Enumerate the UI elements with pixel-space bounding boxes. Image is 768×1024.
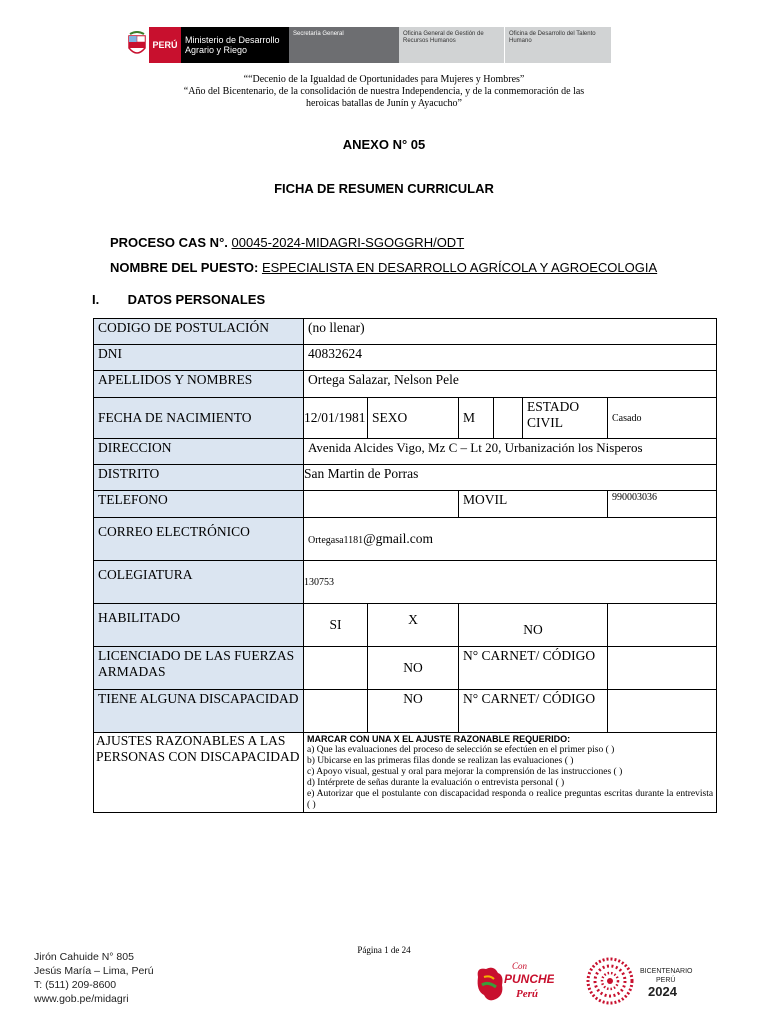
conpunche-punche: PUNCHE <box>504 972 554 986</box>
oficina-rh-label: Oficina General de Gestión de Recursos Humanos <box>399 27 505 63</box>
licenciado-label: LICENCIADO DE LAS FUERZAS ARMADAS <box>94 647 304 690</box>
puesto-line <box>110 260 657 275</box>
sexo-value[interactable]: M <box>459 398 494 439</box>
decenio-text <box>100 74 668 110</box>
decenio-line-3: heroicas batallas de Junín y Ayacucho” <box>306 98 462 109</box>
conpunche-peru: Perú <box>516 988 538 1000</box>
table-row <box>94 371 717 398</box>
dni-value[interactable]: 40832624 <box>304 345 717 371</box>
licenciado-carnet-label: N° CARNET/ CÓDIGO <box>459 647 608 690</box>
movil-value[interactable]: 990003036 <box>608 491 717 518</box>
distrito-value[interactable]: San Martin de Porras <box>304 465 717 491</box>
decenio-line-1: ““Decenio de la Igualdad de Oportunidades para Mujeres y Hombres” <box>243 74 525 85</box>
civil-value[interactable]: Casado <box>608 398 717 439</box>
section-number: I. <box>92 292 100 307</box>
codigo-label: CODIGO DE POSTULACIÓN <box>94 319 304 345</box>
con-punche-peru-logo <box>474 955 554 1005</box>
table-row <box>94 518 717 561</box>
sexo-extra <box>494 398 523 439</box>
table-row <box>94 690 717 733</box>
bicentenario-seal-icon <box>588 959 632 1003</box>
ajustes-option-b[interactable]: b) Ubicarse en las primeras filas donde se realizan las evaluaciones ( ) <box>307 756 574 766</box>
habilitado-label: HABILITADO <box>94 604 304 647</box>
direccion-label: DIRECCION <box>94 439 304 465</box>
telefono-value[interactable] <box>304 491 459 518</box>
discapacidad-no: NO <box>368 690 459 733</box>
fecha-value[interactable]: 12/01/1981 <box>304 398 368 439</box>
section-heading <box>92 292 265 307</box>
licenciado-si[interactable] <box>304 647 368 690</box>
puesto-label: NOMBRE DEL PUESTO: <box>110 260 259 275</box>
ajustes-title: MARCAR CON UNA X EL AJUSTE RAZONABLE REQUERIDO: <box>307 734 571 744</box>
ficha-title: FICHA DE RESUMEN CURRICULAR <box>274 181 494 196</box>
discapacidad-carnet-value[interactable] <box>608 690 717 733</box>
licenciado-carnet-value[interactable] <box>608 647 717 690</box>
bicentenario-logo <box>584 955 704 1005</box>
ajustes-option-c[interactable]: c) Apoyo visual, gestual y oral para mejorar la comprensión de las instrucciones ( ) <box>307 767 623 777</box>
address-line-4[interactable]: www.gob.pe/midagri <box>34 993 129 1005</box>
secretaria-label: Secretaría General <box>289 27 399 63</box>
ajustes-option-e[interactable]: e) Autorizar que el postulante con discapacidad responda o realice preguntas escritas durante la entrevista ( ) <box>307 789 714 810</box>
address-line-2: Jesús María – Lima, Perú <box>34 965 154 977</box>
habilitado-no-label: NO <box>459 604 608 647</box>
ajustes-options <box>304 733 717 813</box>
bicent-line-1: BICENTENARIO <box>640 968 693 975</box>
fecha-label: FECHA DE NACIMIENTO <box>94 398 304 439</box>
telefono-label: TELEFONO <box>94 491 304 518</box>
section-title: DATOS PERSONALES <box>127 292 266 307</box>
ministerio-name: Ministerio de Desarrollo Agrario y Riego <box>181 27 289 63</box>
ajustes-label: AJUSTES RAZONABLES A LAS PERSONAS CON DISCAPACIDAD <box>94 733 304 813</box>
header-logo-bar <box>125 27 611 63</box>
ajustes-option-a[interactable]: a) Que las evaluaciones del proceso de selección se efectúen en el primer piso ( ) <box>307 745 615 755</box>
discapacidad-label: TIENE ALGUNA DISCAPACIDAD <box>94 690 304 733</box>
proceso-label: PROCESO CAS N°. <box>110 235 228 250</box>
licenciado-no: NO <box>368 647 459 690</box>
table-row <box>94 439 717 465</box>
table-row <box>94 345 717 371</box>
sexo-label: SEXO <box>368 398 459 439</box>
decenio-line-2: “Año del Bicentenario, de la consolidación de nuestra Independencia, y de la conmemoración de las <box>183 86 585 97</box>
codigo-value[interactable]: (no llenar) <box>304 319 717 345</box>
direccion-value[interactable]: Avenida Alcides Vigo, Mz C – Lt 20, Urbanización los Nisperos <box>304 439 717 465</box>
discapacidad-carnet-label: N° CARNET/ CÓDIGO <box>459 690 608 733</box>
table-row <box>94 398 717 439</box>
habilitado-no-mark[interactable] <box>608 604 717 647</box>
table-row <box>94 491 717 518</box>
colegiatura-value[interactable]: 130753 <box>304 561 717 604</box>
annex-title: ANEXO N° 05 <box>342 137 426 152</box>
ajustes-option-d[interactable]: d) Intérprete de señas durante la evaluación o entrevista personal ( ) <box>307 778 565 788</box>
bicent-line-2: PERÚ <box>656 977 676 984</box>
correo-label: CORREO ELECTRÓNICO <box>94 518 304 561</box>
table-row <box>94 604 717 647</box>
peru-brand: PERÚ <box>149 27 181 63</box>
bicent-year: 2024 <box>648 984 677 999</box>
proceso-value: 00045-2024-MIDAGRI-SGOGGRH/ODT <box>231 235 465 250</box>
footer-address <box>34 950 154 1006</box>
correo-domain: @gmail.com <box>363 531 433 546</box>
proceso-line <box>110 235 464 250</box>
movil-label: MOVIL <box>459 491 608 518</box>
habilitado-si-label: SI <box>304 604 368 647</box>
oficina-talento-label: Oficina de Desarrollo del Talento Humano <box>505 27 611 63</box>
table-row <box>94 733 717 813</box>
puesto-value: ESPECIALISTA EN DESARROLLO AGRÍCOLA Y AGROECOLOGIA <box>261 260 658 275</box>
page-number: Página 1 de 24 <box>357 945 411 955</box>
conpunche-con: Con <box>512 961 528 971</box>
apellidos-value[interactable]: Ortega Salazar, Nelson Pele <box>304 371 717 398</box>
table-row <box>94 647 717 690</box>
table-row <box>94 465 717 491</box>
address-line-3: T: (511) 209-8600 <box>34 979 117 991</box>
habilitado-si-mark[interactable]: X <box>368 604 459 647</box>
civil-label: ESTADO CIVIL <box>523 398 608 439</box>
correo-user: Ortegasa1181 <box>308 535 364 546</box>
table-row <box>94 561 717 604</box>
correo-value[interactable] <box>304 518 717 561</box>
discapacidad-si[interactable] <box>304 690 368 733</box>
distrito-label: DISTRITO <box>94 465 304 491</box>
address-line-1: Jirón Cahuide N° 805 <box>34 951 134 963</box>
datos-personales-table <box>93 318 717 813</box>
coat-of-arms-icon <box>125 27 149 63</box>
apellidos-label: APELLIDOS Y NOMBRES <box>94 371 304 398</box>
colegiatura-label: COLEGIATURA <box>94 561 304 604</box>
dni-label: DNI <box>94 345 304 371</box>
table-row <box>94 319 717 345</box>
